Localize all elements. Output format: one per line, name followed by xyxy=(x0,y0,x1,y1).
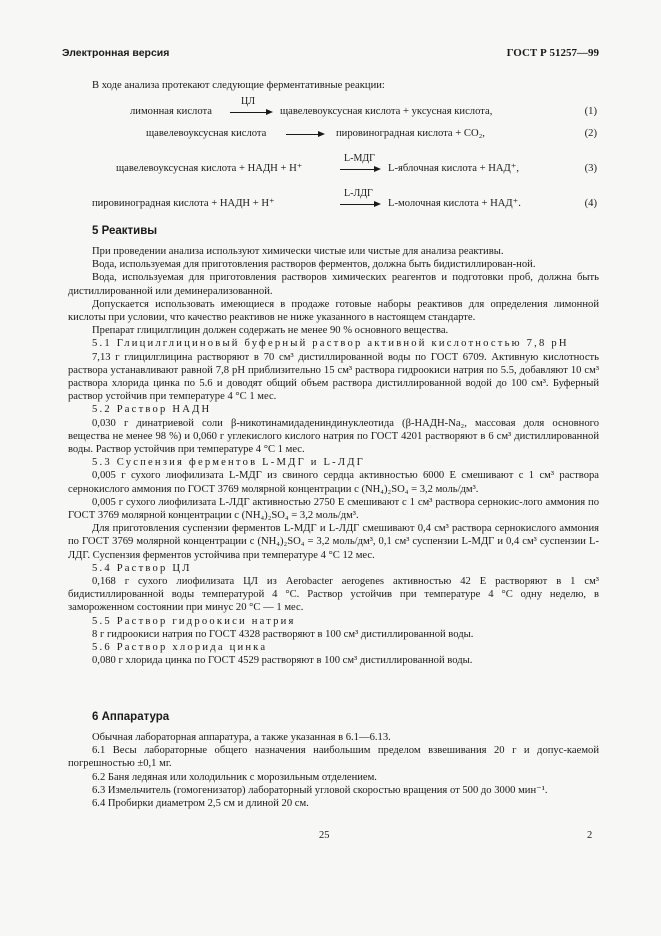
section-5-title: 5 Реактивы xyxy=(92,225,158,237)
s5-4-text: 0,168 г сухого лиофилизата ЦЛ из Aerobacter aerogenes активностью 42 Е растворяют в 1 см³ бидистиллированной воды температурой 4 °С. Раствор устойчив при температуре 4 °С одну неделю, в замороженном состоянии при минус 20 °С — 1 мес. xyxy=(68,576,599,614)
reaction-1 xyxy=(68,96,599,118)
s6-3-text: 6.3 Измельчитель (гомогенизатор) лабораторный угловой скоростью вращения от 500 до 3000 мин⁻¹. xyxy=(92,784,548,796)
s5-2-text: 0,030 г динатриевой соли β-никотинамидадениндинуклеотида (β-НАДН-Na₂, массовая доля основного вещества не менее 98 %) и 0,060 г углекислого кислого натрия по ГОСТ 4201 растворяют в 6 см³ дистиллированной воды. Раствор устойчив при температуре 4 °С 1 мес. xyxy=(68,417,599,456)
s5-1-text: 7,13 г глицилглицина растворяют в 70 см³ дистиллированной воды по ГОСТ 6709. Активную кислотность раствора устанавливают равной 7,8 pH приблизительно 15 см³ раствора гидроокиси натрия по 5.5, добавляют 10 см³ раствора хлорида цинка по 5.6 и доводят общий объем раствора дистиллированной водой до 100 см³. Буферный раствор устойчив при температуре 4 °С 1 мес. xyxy=(68,351,599,403)
section-6-body xyxy=(68,731,599,810)
reaction-4-right: L-молочная кислота + НАД⁺. xyxy=(388,198,521,209)
reaction-3-left: щавелевоуксусная кислота + НАДН + Н⁺ xyxy=(116,163,303,174)
s5-p1: При проведении анализа используют химически чистые или чистые для анализа реактивы. xyxy=(92,246,504,257)
s5-3-text-b: 0,005 г сухого лиофилизата L-ЛДГ активностью 2750 Е смешивают с 1 см³ раствора сернокис-лого аммония по ГОСТ 3769 молярной концентрации c (NH₄)₂SO₄ = 3,2 моль/дм³. xyxy=(68,496,599,522)
reaction-2-right: пировиноградная кислота + CO₂, xyxy=(336,128,485,139)
reaction-2-number: (2) xyxy=(584,128,597,139)
reaction-2-left: щавелевоуксусная кислота xyxy=(146,128,267,139)
reaction-1-enzyme: ЦЛ xyxy=(241,96,256,107)
reaction-1-arrow xyxy=(230,112,268,113)
reaction-1-arrowhead xyxy=(266,109,273,115)
s6-4-text: 6.4 Пробирки диаметром 2,5 см и длиной 20 см. xyxy=(92,798,309,810)
s6-p1: Обычная лабораторная аппаратура, а также указанная в 6.1—6.13. xyxy=(92,732,391,743)
s5-5-text: 8 г гидроокиси натрия по ГОСТ 4328 растворяют в 100 см³ дистиллированной воды. xyxy=(92,628,474,640)
reaction-4-arrow xyxy=(340,204,376,205)
reaction-1-left: лимонная кислота xyxy=(130,106,212,117)
s5-p3: Вода, используемая для приготовления растворов химических реагентов и подготовки проб, должна быть дистиллированной или деминерализованной. xyxy=(68,272,599,297)
reaction-4-number: (4) xyxy=(584,198,597,209)
s5-6-heading: 5.6 Раствор хлорида цинка xyxy=(92,642,268,654)
s5-2-heading: 5.2 Раствор НАДН xyxy=(92,404,212,416)
s5-p5: Препарат глицилглицин должен содержать не менее 90 % основного вещества. xyxy=(92,325,449,337)
reaction-3-enzyme: L-МДГ xyxy=(344,153,375,164)
page-number-center: 25 xyxy=(319,830,330,841)
header-right: ГОСТ Р 51257—99 xyxy=(506,47,599,59)
reaction-1-right: щавелевоуксусная кислота + уксусная кислота, xyxy=(280,106,493,117)
reaction-3-arrowhead xyxy=(374,166,381,172)
s5-6-text: 0,080 г хлорида цинка по ГОСТ 4529 растворяют в 100 см³ дистиллированной воды. xyxy=(92,655,473,667)
reaction-4-arrowhead xyxy=(374,201,381,207)
reaction-4 xyxy=(68,188,599,210)
reaction-2 xyxy=(68,127,599,140)
reaction-1-number: (1) xyxy=(584,106,597,117)
s6-2-text: 6.2 Баня ледяная или холодильник с морозильным отделением. xyxy=(92,771,377,783)
s6-1-text: 6.1 Весы лабораторные общего назначения наибольшим пределом взвешивания 20 г и допус-каемой погрешностью ±0,1 мг. xyxy=(68,745,599,770)
s5-4-heading: 5.4 Раствор ЦЛ xyxy=(92,562,192,574)
s5-3-heading: 5.3 Суспензия ферментов L-МДГ и L-ЛДГ xyxy=(92,457,365,469)
reaction-4-enzyme: L-ЛДГ xyxy=(344,188,373,199)
reaction-3-right: L-яблочная кислота + НАД⁺, xyxy=(388,163,519,174)
reaction-3-arrow xyxy=(340,169,376,170)
s5-p2: Вода, используемая для приготовления растворов ферментов, должна быть бидистиллирован-ной. xyxy=(92,259,536,271)
s5-1-heading: 5.1 Глицилглициновый буферный раствор активной кислотностью 7,8 pH xyxy=(92,338,569,350)
reaction-4-left: пировиноградная кислота + НАДН + Н⁺ xyxy=(92,198,275,209)
s5-3-text-a: 0,005 г сухого лиофилизата L-МДГ из свиного сердца активностью 6000 Е смешивают с 1 см³ раствора сернокислого аммония по ГОСТ 3769 молярной концентрации c (NH₄)₂SO₄ = 3,2 моль/дм³. xyxy=(68,470,599,495)
s5-3-text-c: Для приготовления суспензии ферментов L-МДГ и L-ЛДГ смешивают 0,4 см³ раствора сернокислого аммония по ГОСТ 3769 молярной концентрации c (NH₄)₂SO₄ = 3,2 моль/дм³, 0,1 см³ суспензии L-МДГ и 0,4 см³ суспензии L-ЛДГ. Суспензия ферментов устойчива при температуре 4 °С 12 мес. xyxy=(68,523,599,561)
header-left: Электронная версия xyxy=(62,47,170,59)
s5-p4: Допускается использовать имеющиеся в продаже готовые наборы реактивов для определения лимонной кислоты при условии, что качество реактивов не ниже указанного в настоящем стандарте. xyxy=(68,298,599,324)
reaction-2-arrow xyxy=(286,134,320,135)
reaction-3-number: (3) xyxy=(584,163,597,174)
section-6-title: 6 Аппаратура xyxy=(92,711,170,723)
reaction-2-arrowhead xyxy=(318,131,325,137)
intro-text: В ходе анализа протекают следующие ферментативные реакции: xyxy=(92,80,385,91)
reaction-3 xyxy=(68,153,599,175)
section-5-body xyxy=(68,245,599,668)
page-number-right: 2 xyxy=(587,830,593,841)
s5-5-heading: 5.5 Раствор гидроокиси натрия xyxy=(92,615,296,627)
